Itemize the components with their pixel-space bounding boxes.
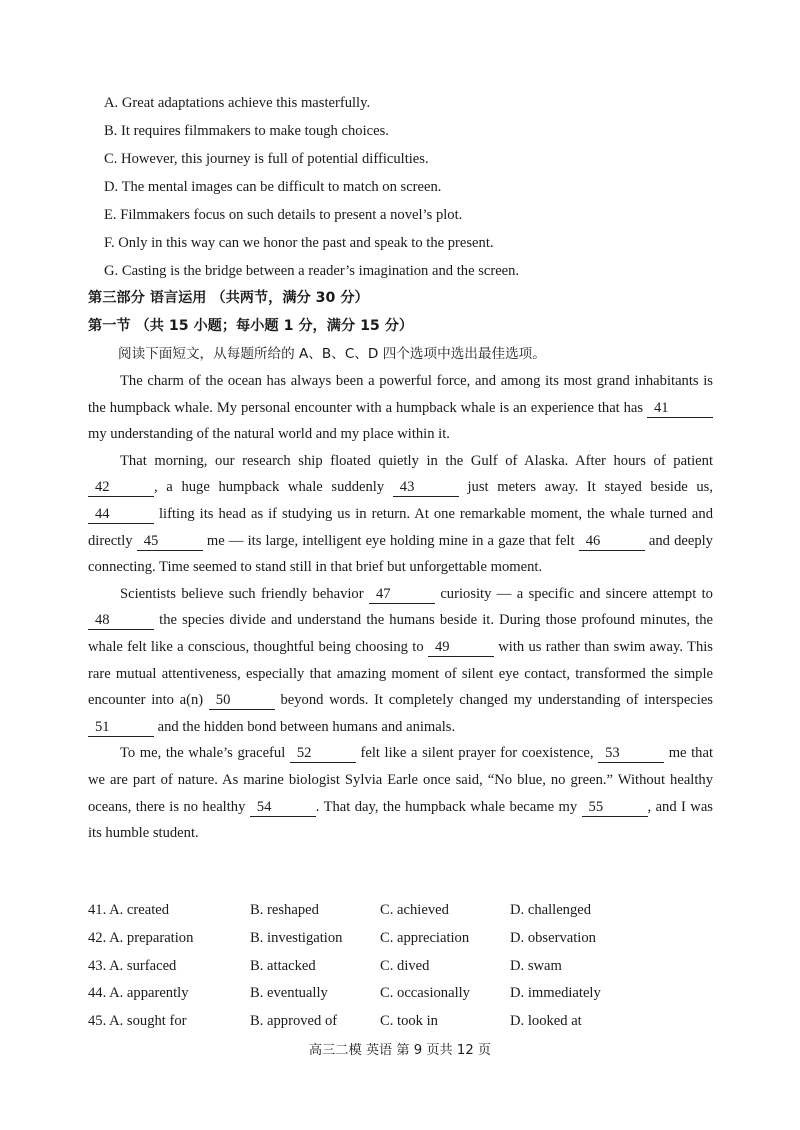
blank-49: 49 <box>428 639 494 657</box>
passage-text: and the hidden bond between humans and animals. <box>157 718 456 735</box>
choice-row-42 <box>88 930 728 958</box>
subsection-heading: 第一节 （共 15 小题；每小题 1 分，满分 15 分） <box>88 318 414 334</box>
choice-row-41 <box>88 902 728 930</box>
choice-a: 45. A. sought for <box>88 1013 187 1030</box>
passage-text: , a huge humpback whale suddenly <box>154 479 385 496</box>
passage-text: me — its large, intelligent eye holding mine in a gaze that felt <box>206 532 575 549</box>
blank-52: 52 <box>290 745 356 763</box>
choice-c: C. took in <box>380 1013 438 1030</box>
paragraph-2 <box>88 448 713 581</box>
choice-b: B. approved of <box>250 1013 338 1030</box>
passage-text: Scientists believe such friendly behavior <box>120 585 364 602</box>
option-b: B. It requires filmmakers to make tough choices. <box>104 123 389 139</box>
choice-c: C. appreciation <box>380 929 470 946</box>
choice-row-44 <box>88 985 728 1013</box>
passage-text: curiosity — a specific and sincere attempt to <box>440 585 713 602</box>
choice-d: D. challenged <box>510 902 592 918</box>
paragraph-4 <box>88 740 713 846</box>
passage-text: To me, the whale’s graceful <box>120 745 286 762</box>
option-g: G. Casting is the bridge between a reader’s imagination and the screen. <box>104 263 520 279</box>
passage-text: lifting its head as if studying us in return. At one remarkable moment, the whale turned and directly <box>88 505 713 549</box>
passage-text: my understanding of the natural world and my place within it. <box>88 426 450 443</box>
passage-text: with us rather than swim away. This rare mutual attentiveness, especially that amazing moment of silent eye contact, transformed the simple encounter into a(n) <box>88 638 713 709</box>
choice-a: 42. A. preparation <box>88 929 194 946</box>
answer-choices <box>88 902 728 1041</box>
passage-text: beyond words. It completely changed my understanding of interspecies <box>280 692 713 709</box>
passage-text: and deeply connecting. Time seemed to stand still in that brief but unforgettable moment. <box>88 532 713 576</box>
choice-b: B. reshaped <box>250 902 319 918</box>
choice-b: B. eventually <box>250 985 328 1002</box>
choice-a: 43. A. surfaced <box>88 957 177 974</box>
choice-d: D. immediately <box>510 985 601 1002</box>
paragraph-3 <box>88 581 713 741</box>
choice-c: C. achieved <box>380 902 449 918</box>
option-f: F. Only in this way can we honor the past and speak to the present. <box>104 235 494 251</box>
blank-43: 43 <box>393 479 459 497</box>
passage-text: , and I was its humble student. <box>88 798 713 842</box>
choice-a: 41. A. created <box>88 902 170 918</box>
blank-47: 47 <box>369 586 435 604</box>
section-heading: 第三部分 语言运用 （共两节，满分 30 分） <box>88 290 369 306</box>
passage-text: me that we are part of nature. As marine biologist Sylvia Earle once said, “No blue, no green.” Without healthy oceans, there is no healthy <box>88 745 714 815</box>
blank-48: 48 <box>88 612 154 630</box>
choice-row-45 <box>88 1013 728 1041</box>
blank-44: 44 <box>88 506 154 524</box>
blank-45: 45 <box>137 533 203 551</box>
choice-d: D. swam <box>510 957 562 974</box>
choice-d: D. observation <box>510 929 596 946</box>
page-footer: 高三二模 英语 第 9 页共 12 页 <box>308 1043 492 1058</box>
choice-a: 44. A. apparently <box>88 985 189 1002</box>
option-a: A. Great adaptations achieve this masterfully. <box>104 95 371 111</box>
choice-b: B. investigation <box>250 929 343 946</box>
passage-text: felt like a silent prayer for coexistence, <box>360 745 594 762</box>
choice-c: C. dived <box>380 957 430 974</box>
passage-text: just meters away. It stayed beside us, <box>467 479 713 496</box>
passage-text: The charm of the ocean has always been a powerful force, and among its most grand inhabitants is the humpback whale. My personal encounter with a humpback whale is an experience that has <box>88 373 713 416</box>
option-e: E. Filmmakers focus on such details to present a novel’s plot. <box>104 207 463 223</box>
sentence-options-list <box>104 93 744 289</box>
passage-text: . That day, the humpback whale became my <box>315 798 578 815</box>
passage-text: That morning, our research ship floated quietly in the Gulf of Alaska. After hours of patient <box>120 452 713 469</box>
choice-b: B. attacked <box>250 957 316 974</box>
blank-50: 50 <box>209 692 275 710</box>
blank-55: 55 <box>582 799 648 817</box>
instruction-text: 阅读下面短文，从每题所给的 A、B、C、D 四个选项中选出最佳选项。 <box>118 346 546 362</box>
blank-53: 53 <box>598 745 664 763</box>
choice-c: C. occasionally <box>380 985 470 1002</box>
blank-54: 54 <box>250 799 316 817</box>
option-c: C. However, this journey is full of potential difficulties. <box>104 151 429 167</box>
choice-row-43 <box>88 958 728 986</box>
blank-42: 42 <box>88 479 154 497</box>
paragraph-1 <box>88 368 713 448</box>
choice-d: D. looked at <box>510 1013 582 1030</box>
passage-text: the species divide and understand the humans beside it. During those profound minutes, the whale felt like a conscious, thoughtful being choosing to <box>88 612 713 655</box>
blank-46: 46 <box>579 533 645 551</box>
cloze-passage <box>88 368 713 847</box>
option-d: D. The mental images can be difficult to match on screen. <box>104 179 442 195</box>
blank-51: 51 <box>88 719 154 737</box>
blank-41: 41 <box>647 400 713 418</box>
